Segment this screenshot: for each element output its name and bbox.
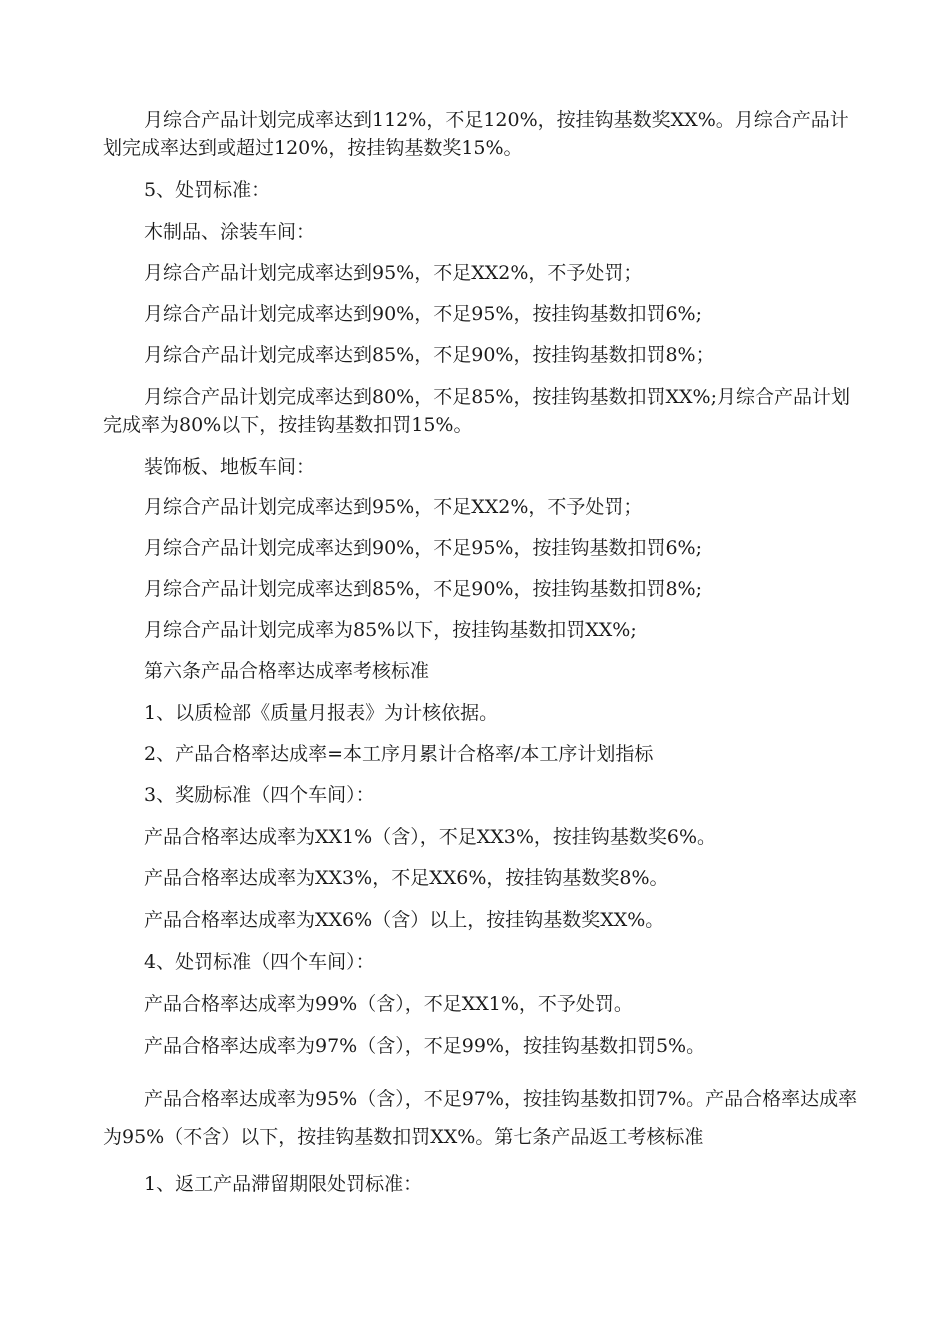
paragraph-wood-90: 月综合产品计划完成率达到90%，不足95%，按挂钩基数扣罚6%; (144, 303, 703, 325)
paragraph-board-below-85: 月综合产品计划完成率为85%以下，按挂钩基数扣罚XX%; (144, 619, 637, 641)
paragraph-reward-xx3: 产品合格率达成率为XX3%，不足XX6%，按挂钩基数奖8%。 (144, 867, 669, 889)
paragraph-reward-standard-heading: 3、奖励标准（四个车间）： (144, 784, 375, 806)
paragraph-wood-80: 月综合产品计划完成率达到80%，不足85%，按挂钩基数扣罚XX%;月综合产品计划完成率为80%以下，按挂钩基数扣罚15%。 (103, 386, 850, 436)
paragraph-penalty-standard-heading: 5、处罚标准： (144, 179, 271, 201)
paragraph-penalty-99: 产品合格率达成率为99%（含），不足XX1%，不予处罚。 (144, 993, 633, 1015)
paragraph-rework-retention-heading: 1、返工产品滞留期限处罚标准： (144, 1173, 423, 1195)
paragraph-workshop-wood-painting: 木制品、涂装车间： (144, 221, 316, 243)
paragraph-penalty-four-workshops-heading: 4、处罚标准（四个车间）： (144, 951, 375, 973)
paragraph-wood-85: 月综合产品计划完成率达到85%，不足90%，按挂钩基数扣罚8%； (144, 344, 715, 366)
paragraph-reward-xx1: 产品合格率达成率为XX1%（含），不足XX3%，按挂钩基数奖6%。 (144, 826, 717, 848)
paragraph-monthly-reward-112: 月综合产品计划完成率达到112%，不足120%，按挂钩基数奖XX%。月综合产品计划完成率达到或超过120%，按挂钩基数奖15%。 (103, 109, 849, 159)
paragraph-reward-xx6: 产品合格率达成率为XX6%（含）以上，按挂钩基数奖XX%。 (144, 909, 665, 931)
paragraph-penalty-95-and-article-seven: 产品合格率达成率为95%（含），不足97%，按挂钩基数扣罚7%。产品合格率达成率为95%（不含）以下，按挂钩基数扣罚XX%。第七条产品返工考核标准 (103, 1088, 858, 1148)
paragraph-workshop-board-floor: 装饰板、地板车间： (144, 456, 316, 478)
paragraph-article-six-heading: 第六条产品合格率达成率考核标准 (144, 660, 430, 682)
paragraph-board-95: 月综合产品计划完成率达到95%，不足XX2%，不予处罚； (144, 496, 643, 518)
paragraph-board-85: 月综合产品计划完成率达到85%，不足90%，按挂钩基数扣罚8%; (144, 578, 703, 600)
paragraph-basis: 1、以质检部《质量月报表》为计核依据。 (144, 702, 499, 724)
paragraph-board-90: 月综合产品计划完成率达到90%，不足95%，按挂钩基数扣罚6%; (144, 537, 703, 559)
paragraph-penalty-97: 产品合格率达成率为97%（含），不足99%，按挂钩基数扣罚5%。 (144, 1035, 706, 1057)
paragraph-wood-95: 月综合产品计划完成率达到95%，不足XX2%，不予处罚； (144, 262, 643, 284)
paragraph-formula: 2、产品合格率达成率=本工序月累计合格率/本工序计划指标 (144, 743, 654, 765)
